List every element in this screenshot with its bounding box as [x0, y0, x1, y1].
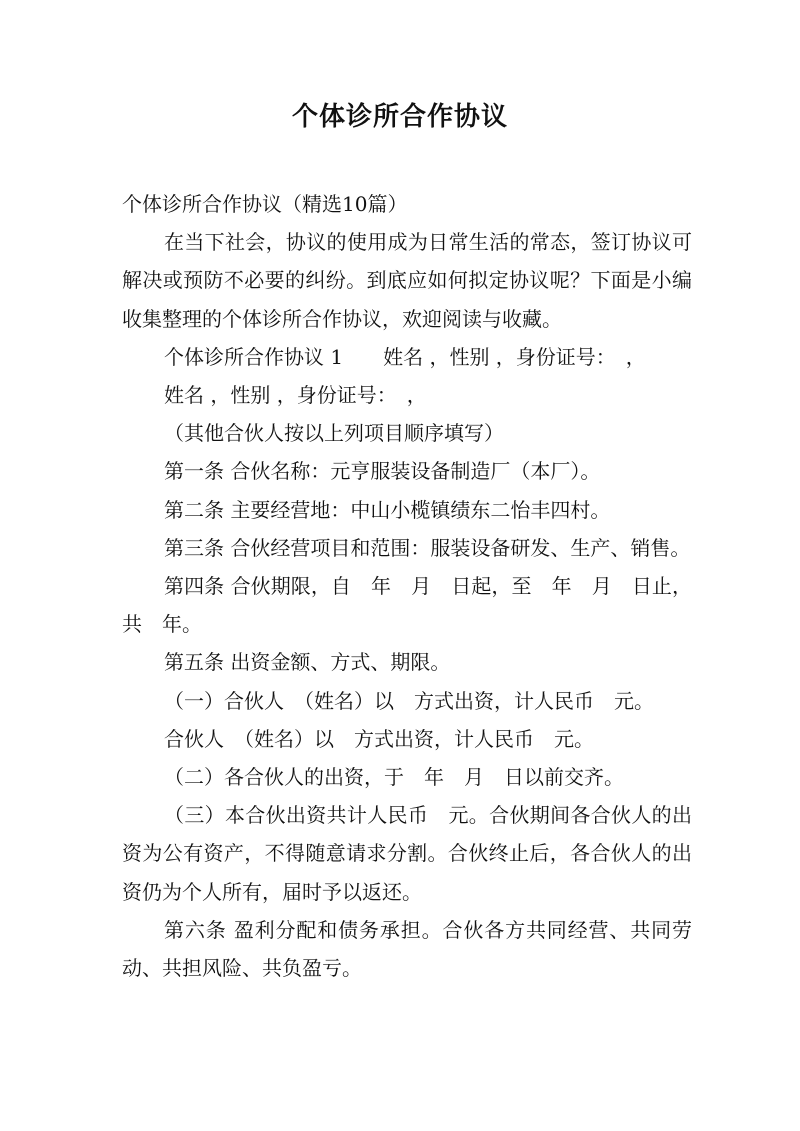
clause-5-item-2: （二）各合伙人的出资，于 年 月 日以前交齐。: [164, 765, 624, 790]
clause-5: 第五条 出资金额、方式、期限。: [164, 650, 451, 675]
fill-note-line: （其他合伙人按以上列项目顺序填写）: [164, 421, 504, 446]
intro-paragraph: 在当下社会，协议的使用成为日常生活的常态，签订协议可解决或预防不必要的纠纷。到底应如何拟定协议呢？下面是小编收集整理的个体诊所合作协议，欢迎阅读与收藏。: [122, 230, 692, 331]
partner-info-line: 姓名 ，性别 ，身份证号： ，: [164, 383, 427, 408]
subtitle-line: 个体诊所合作协议（精选10篇）: [122, 192, 408, 216]
document-body: [122, 185, 692, 987]
clause-5-item-3: （三）本合伙出资共计人民币 元。合伙期间各合伙人的出资为公有资产，不得随意请求分割。合伙终止后，各合伙人的出资仍为个人所有，届时予以返还。: [122, 803, 692, 904]
clause-6: 第六条 盈利分配和债务承担。合伙各方共同经营、共同劳动、共担风险、共负盈亏。: [122, 917, 692, 981]
document-title: 个体诊所合作协议: [291, 102, 508, 132]
clause-1: 第一条 合伙名称：元亨服装设备制造厂（本厂）。: [164, 459, 601, 484]
clause-5-item-1: （一）合伙人 （姓名）以 方式出资，计人民币 元。: [164, 688, 654, 713]
agreement-heading-line: 个体诊所合作协议 1 姓名 ，性别 ，身份证号： ，: [164, 344, 646, 369]
clause-5-item-1-cont: 合伙人 （姓名）以 方式出资，计人民币 元。: [164, 726, 594, 751]
clause-3: 第三条 合伙经营项目和范围：服装设备研发、生产、销售。: [164, 535, 691, 560]
clause-2: 第二条 主要经营地：中山小榄镇绩东二怡丰四村。: [164, 497, 611, 522]
clause-4: 第四条 合伙期限，自 年 月 日起，至 年 月 日止，共 年。: [122, 574, 692, 637]
